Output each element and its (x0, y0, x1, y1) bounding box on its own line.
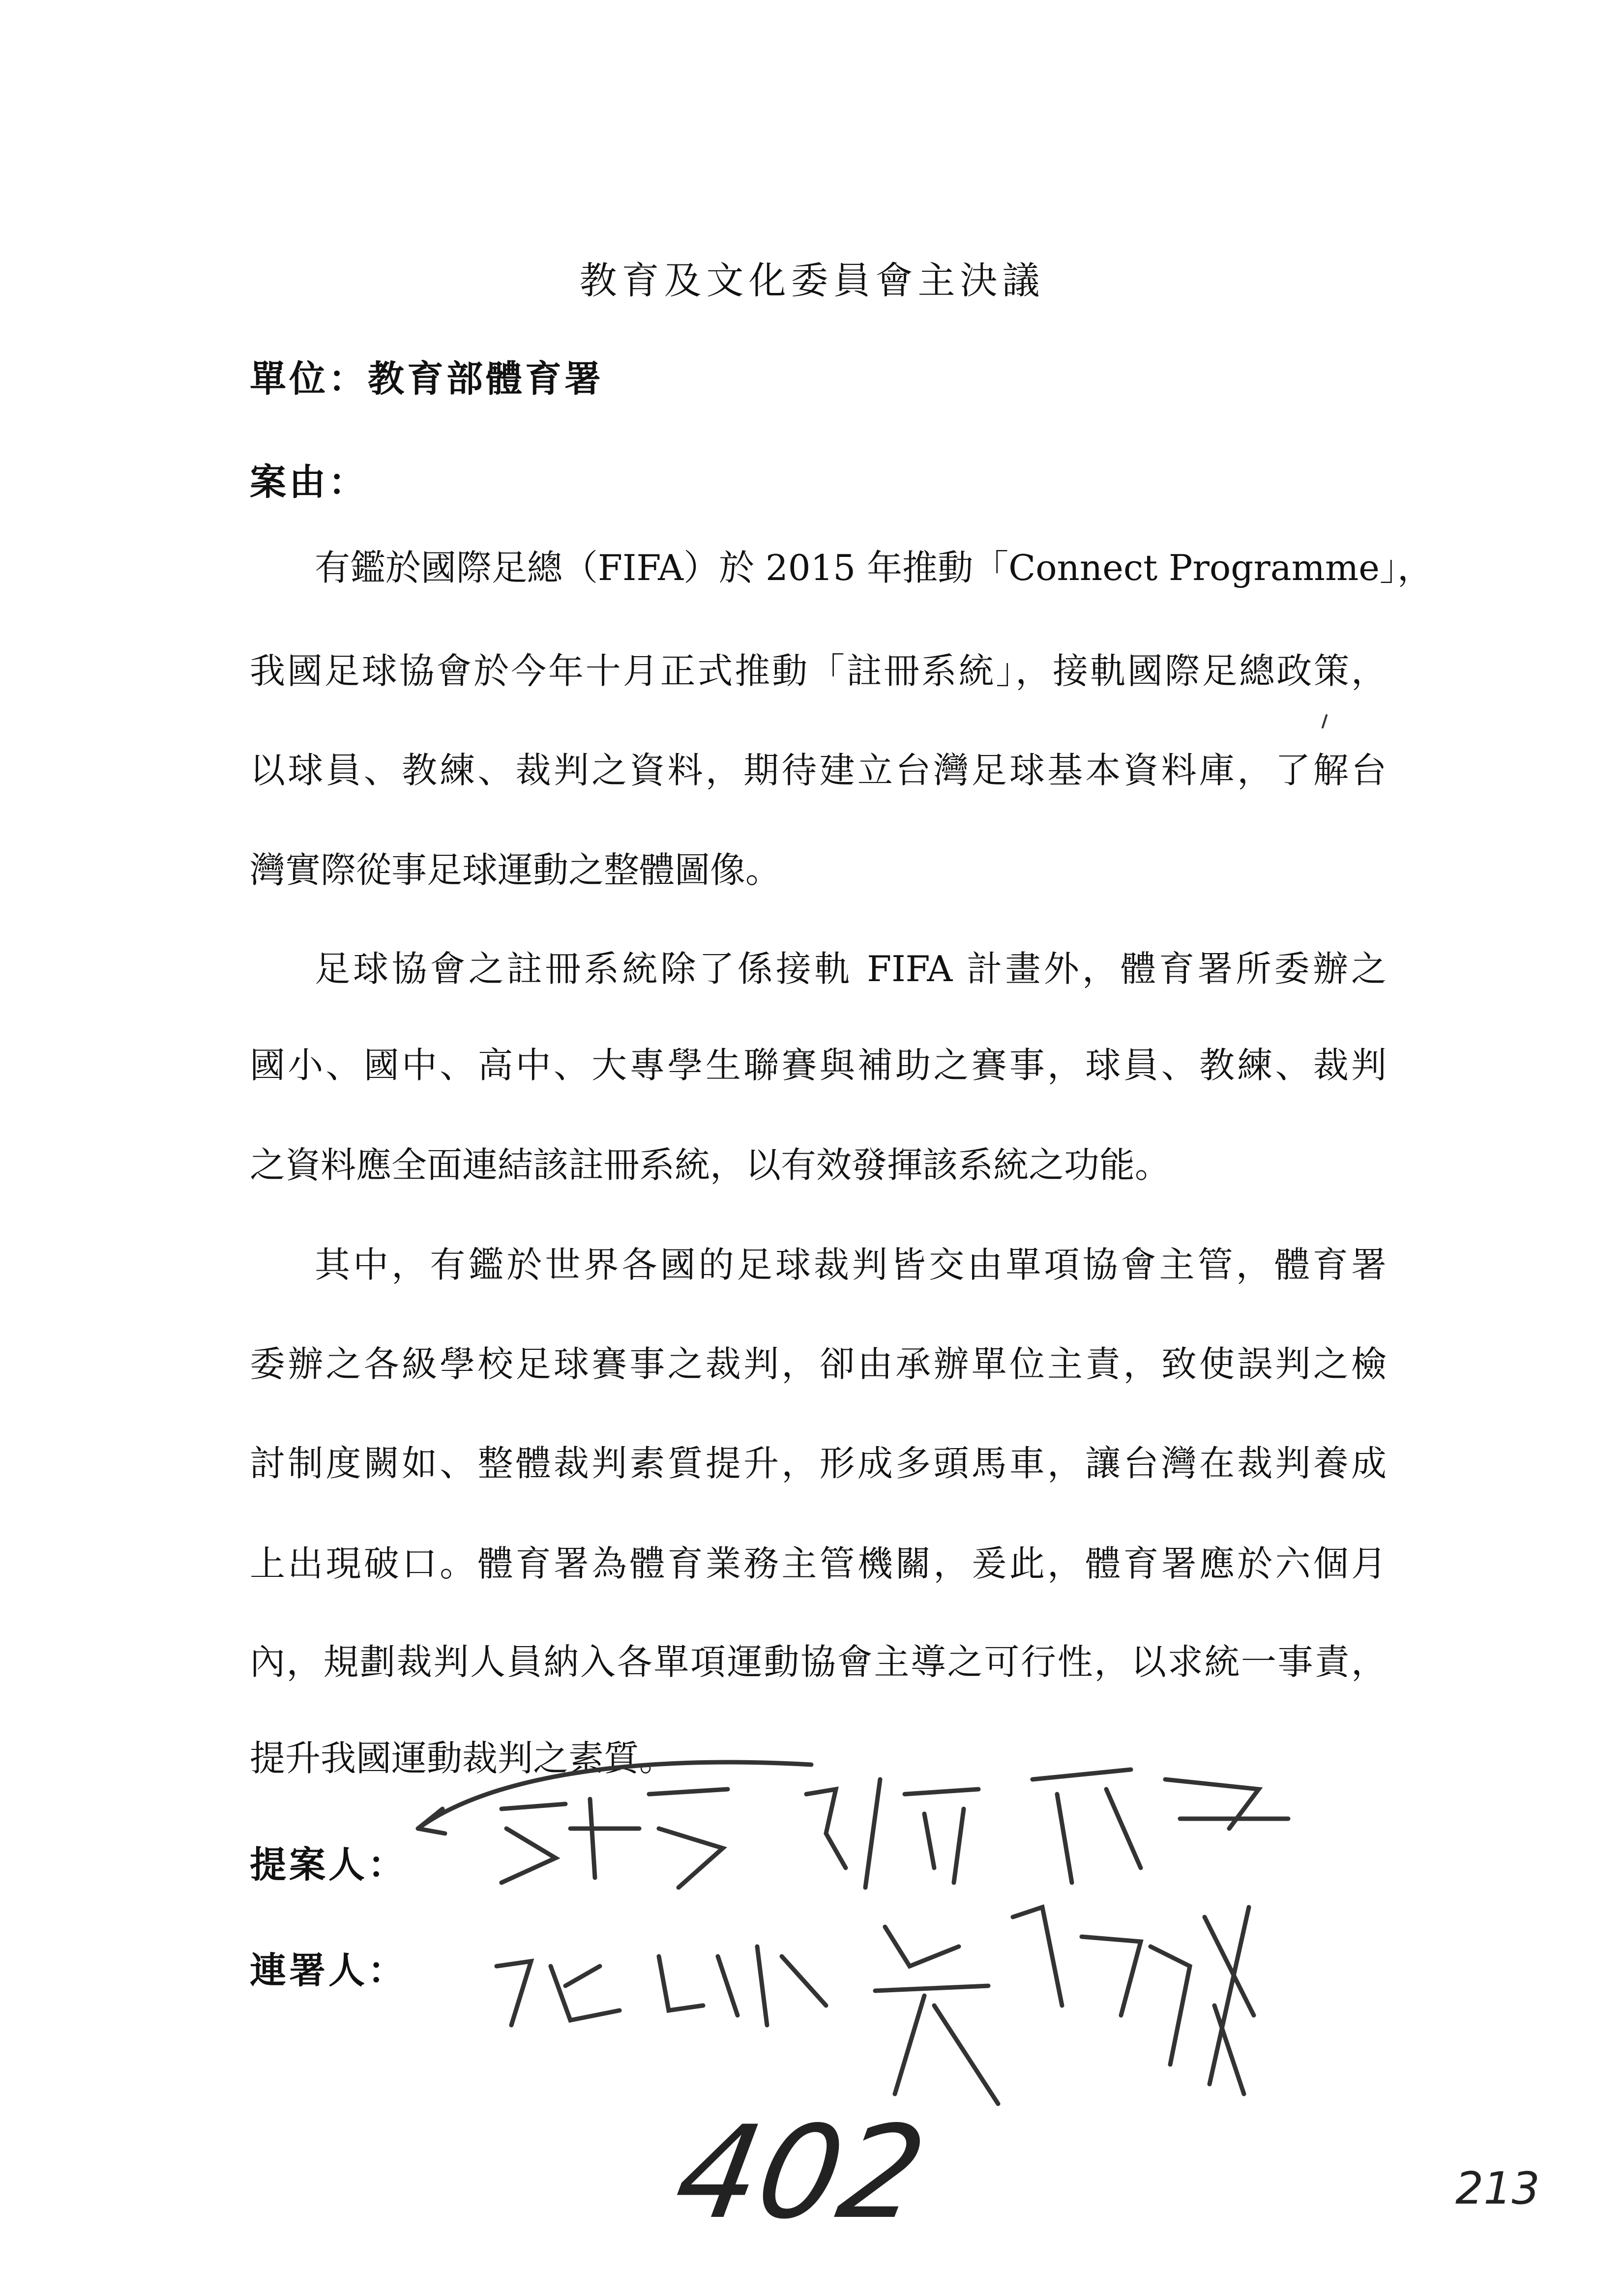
paragraph-3-line-1: 其中，有鑑於世界各國的足球裁判皆交由單項協會主管，體育署 (315, 1244, 1387, 1285)
page-number: 213 (1455, 2163, 1540, 2214)
paragraph-1-line-4: 灣實際從事足球運動之整體圖像。 (250, 849, 781, 891)
paragraph-2-line-3: 之資料應全面連結該註冊系統，以有效發揮該系統之功能。 (250, 1144, 1171, 1186)
paragraph-3-line-6: 提升我國運動裁判之素質。 (250, 1738, 675, 1779)
paragraph-3-line-5: 內，規劃裁判人員納入各單項運動協會主導之可行性，以求統一事責， (250, 1641, 1387, 1683)
proposer-label: 提案人： (250, 1844, 407, 1886)
paragraph-1-line-3: 以球員、教練、裁判之資料，期待建立台灣足球基本資料庫，了解台 (250, 750, 1387, 791)
paragraph-2-line-2: 國小、國中、高中、大專學生聯賽與補助之賽事，球員、教練、裁判 (250, 1045, 1387, 1086)
signature-arrow (418, 1762, 811, 1833)
signature-cosigner-2 (875, 1907, 1254, 2104)
paragraph-1-line-2: 我國足球協會於今年十月正式推動「註冊系統」，接軌國際足總政策， (250, 650, 1387, 692)
paragraph-3-line-3: 討制度闕如、整體裁判素質提升，形成多頭馬車，讓台灣在裁判養成 (250, 1443, 1387, 1484)
handwritten-number: 402 (665, 2099, 936, 2247)
document-title: 教育及文化委員會主決議 (579, 259, 1045, 302)
cosigner-label: 連署人： (250, 1949, 407, 1992)
paragraph-3-line-4: 上出現破口。體育署為體育業務主管機關，爰此，體育署應於六個月 (250, 1543, 1387, 1584)
paragraph-1-line-1: 有鑑於國際足總（FIFA）於 2015 年推動「Connect Programme」， (315, 547, 1433, 588)
paragraph-2-line-1: 足球協會之註冊系統除了係接軌 FIFA 計畫外，體育署所委辦之 (315, 948, 1387, 989)
reason-label: 案由： (250, 461, 368, 503)
unit-label: 單位：教育部體育署 (250, 358, 604, 400)
paragraph-3-line-2: 委辦之各級學校足球賽事之裁判，卻由承辦單位主責，致使誤判之檢 (250, 1343, 1387, 1385)
signature-proposer-1 (502, 1789, 728, 1888)
signature-cosigner-1 (497, 1947, 826, 2025)
signature-proposer-2 (806, 1770, 1288, 1888)
stray-mark (1323, 715, 1327, 727)
